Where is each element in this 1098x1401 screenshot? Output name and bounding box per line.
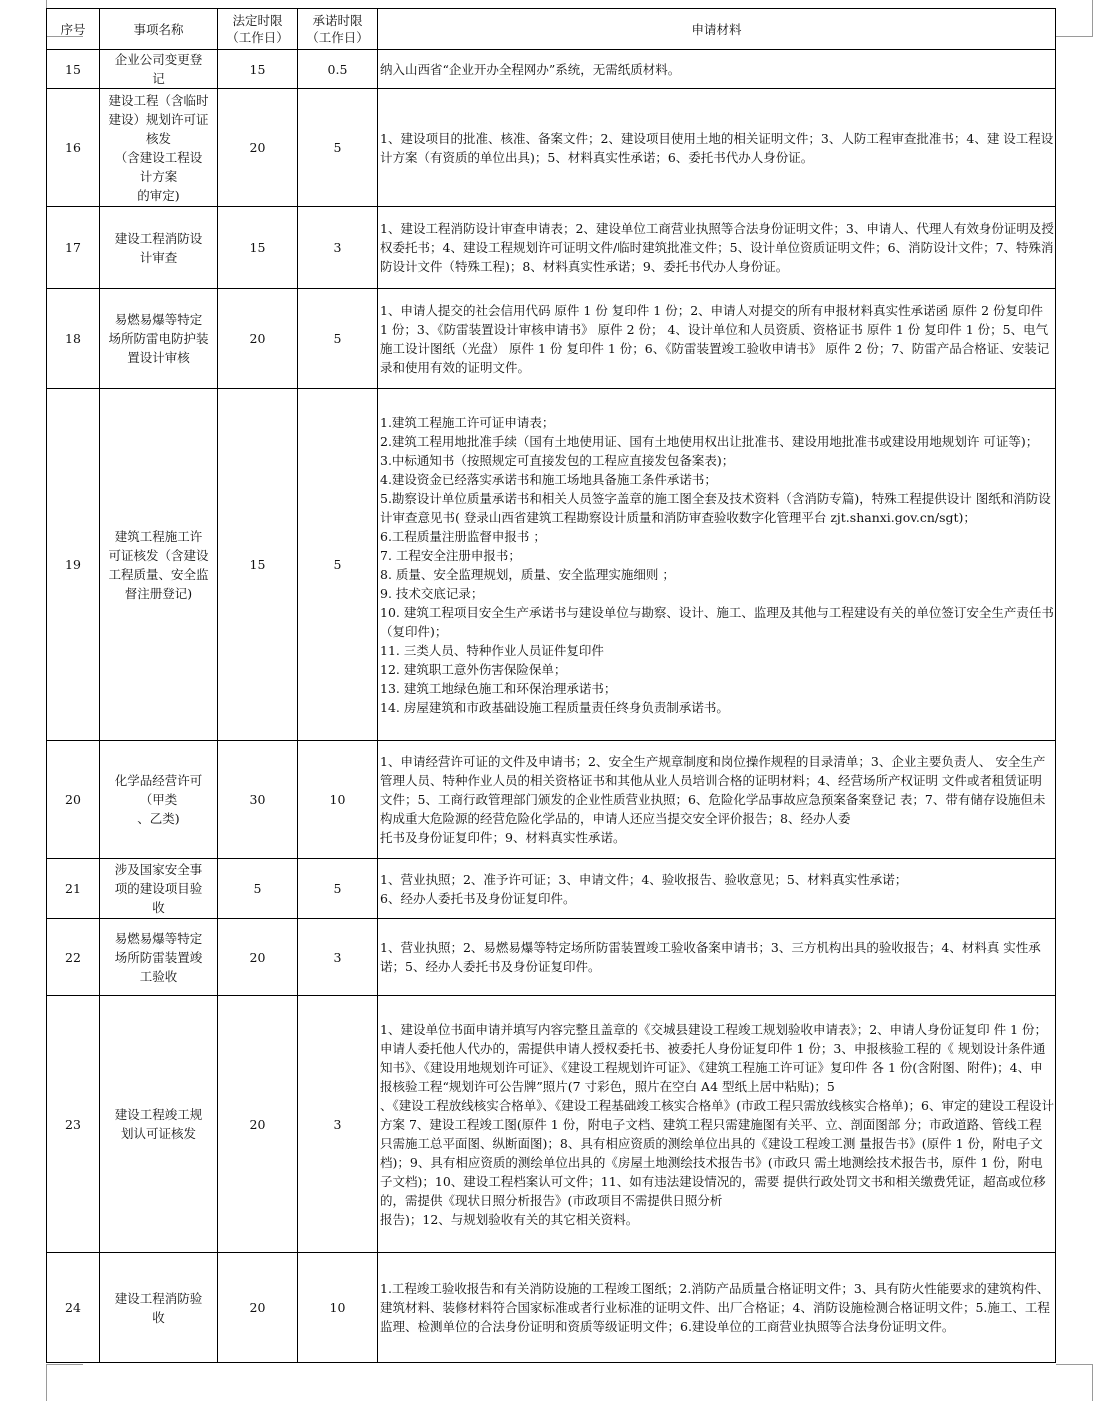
name-line: 建设工程消防验 xyxy=(114,1290,203,1306)
name-line: 建设）规划许可证 xyxy=(108,111,209,127)
materials-line: 6、经办人委托书及身份证复印件。 xyxy=(380,890,576,906)
seq-cell: 21 xyxy=(47,859,100,919)
item-name-cell xyxy=(100,1253,218,1363)
name-line: 建设工程竣工规 xyxy=(114,1107,203,1122)
seq-cell: 15 xyxy=(47,50,100,89)
promised-limit-cell: 3 xyxy=(298,919,378,996)
promised-limit-cell: 5 xyxy=(298,389,378,741)
table-header-row xyxy=(47,9,1056,50)
materials-cell xyxy=(378,289,1056,389)
item-name-cell xyxy=(100,207,218,289)
materials-cell xyxy=(378,741,1056,859)
name-line: 督注册登记) xyxy=(124,585,193,601)
name-line: 收 xyxy=(152,900,165,915)
legal-limit-cell: 20 xyxy=(218,996,298,1253)
seq-cell: 23 xyxy=(47,996,100,1253)
name-line: 易燃易爆等特定 xyxy=(114,930,203,946)
table-row xyxy=(47,996,1056,1253)
legal-limit-cell: 20 xyxy=(218,289,298,389)
materials-line: 1、申请经营许可证的文件及申请书；2、安全生产规章制度和岗位操作规程的目录清单；3、企业主要负责人、 安全生产管理人员、特种作业人员的相关资格证书和其他从业人员培训合格的证明材料；4、经营场所产权证明 文件或者租赁证明文件；5、工商行政管理部门颁发的企业性质营业执照；6、危险化学品事故应急预案备案登记 表；7、带有储存设施但未构成重大危险源的经营危险化学品的，申请人还应当提交安全评价报告；8、经办人委 xyxy=(380,754,1046,826)
materials-cell xyxy=(378,859,1056,919)
name-line: 工验收 xyxy=(139,968,178,984)
table-row xyxy=(47,289,1056,389)
legal-limit-cell: 20 xyxy=(218,1253,298,1363)
name-line: （含建设工程设 xyxy=(114,149,203,165)
table-row xyxy=(47,50,1056,89)
materials-line: 1、营业执照；2、易燃易爆等特定场所防雷装置竣工验收备案申请书；3、三方机构出具的验收报告；4、材料真 实性承诺；5、经办人委托书及身份证复印件。 xyxy=(380,940,1041,974)
materials-cell xyxy=(378,207,1056,289)
name-line: 企业公司变更登 xyxy=(114,52,203,67)
item-name-cell xyxy=(100,859,218,919)
table-row xyxy=(47,859,1056,919)
materials-cell xyxy=(378,996,1056,1253)
seq-cell: 22 xyxy=(47,919,100,996)
header-materials: 申请材料 xyxy=(378,9,1056,50)
name-line: 计审查 xyxy=(139,249,178,265)
materials-line: 1.建筑工程施工许可证申请表； xyxy=(380,414,555,430)
legal-limit-cell: 20 xyxy=(218,89,298,207)
promised-limit-cell: 3 xyxy=(298,207,378,289)
name-line: 收 xyxy=(152,1309,165,1325)
legal-limit-cell: 20 xyxy=(218,919,298,996)
table-body xyxy=(47,50,1056,1363)
name-line: 、乙类) xyxy=(137,811,180,826)
name-line: 可证核发（含建设 xyxy=(108,547,209,563)
item-name-cell xyxy=(100,50,218,89)
materials-line: 14. 房屋建筑和市政基础设施工程质量责任终身负责制承诺书。 xyxy=(380,699,729,715)
name-line: 划认可证核发 xyxy=(120,1126,196,1141)
name-line: 项的建设项目验 xyxy=(114,881,203,896)
materials-line: 、《建设工程放线核实合格单》、《建设工程基础竣工核实合格单》(市政工程只需放线核实合格单)；6、审定的建设工程设计方案 7、建设工程竣工图(原件 1 份，附电子文档、建筑工程只需建施图有关平、立、剖面图部 分；市政道路、管线工程只需施工总平面图、纵断面图)；8、具有相应资质的测绘单位出具的《建设工程竣工测 量报告书》(原件 1 份，附电子文档)；9、具有相应资质的测绘单位出具的《房屋土地测绘技术报告书》(市政只 需土地测绘技术报告书，原件 1 份，附电子文档)；10、建设工程档案认可文件；11、如有违法建设情况的，需要 提供行政处罚文书和相关缴费凭证，超高或位移的，需提供《现状日照分析报告》(市政项目不需提供日照分析 xyxy=(380,1097,1054,1208)
legal-limit-cell: 15 xyxy=(218,207,298,289)
item-name-cell xyxy=(100,741,218,859)
materials-cell xyxy=(378,919,1056,996)
promised-limit-cell: 10 xyxy=(298,741,378,859)
materials-cell xyxy=(378,50,1056,89)
name-line: 化学品经营许可 xyxy=(114,773,203,788)
promised-limit-cell: 10 xyxy=(298,1253,378,1363)
materials-line: 4.建设资金已经落实承诺书和施工场地具备施工条件承诺书； xyxy=(380,471,717,487)
name-line: 记 xyxy=(152,71,165,86)
materials-line: 1、建设单位书面申请并填写内容完整且盖章的《交城县建设工程竣工规划验收申请表》；2、申请人身份证复印 件 1 份；申请人委托他人代办的，需提供申请人授权委托书、被委托人身份证复印件 1 份；3、申报核验工程的《 规划设计条件通知书》、《建设用地规划许可证》、《建设工程规划许可证》、《建筑工程施工许可证》复印件 各 1 份(含附图、附件)；4、申报核验工程“规划许可公告牌”照片(7 寸彩色，照片在空白 A4 型纸上居中粘贴)；5 xyxy=(380,1021,1048,1094)
header-item-name: 事项名称 xyxy=(100,9,218,50)
name-line: 易燃易爆等特定 xyxy=(114,312,203,327)
table-row xyxy=(47,89,1056,207)
name-line: 建筑工程施工许 xyxy=(114,528,203,544)
crop-mark-bottom-left xyxy=(46,1364,83,1401)
promised-limit-cell: 5 xyxy=(298,289,378,389)
seq-cell: 20 xyxy=(47,741,100,859)
seq-cell: 24 xyxy=(47,1253,100,1363)
materials-line: 6.工程质量注册监督申报书 ； xyxy=(380,528,546,544)
materials-line: 托书及身份证复印件；9、材料真实性承诺。 xyxy=(380,830,626,845)
table-row xyxy=(47,1253,1056,1363)
materials-cell xyxy=(378,1253,1056,1363)
item-name-cell xyxy=(100,89,218,207)
header-promised-time-limit: 承诺时限 （工作日） xyxy=(298,9,378,50)
header-seq: 序号 xyxy=(47,9,100,50)
materials-line: 12. 建筑职工意外伤害保险保单； xyxy=(380,661,567,677)
promised-limit-cell: 3 xyxy=(298,996,378,1253)
seq-cell: 17 xyxy=(47,207,100,289)
legal-limit-cell: 15 xyxy=(218,50,298,89)
materials-line: 1、营业执照；2、准予许可证；3、申请文件；4、验收报告、验收意见；5、材料真实性承诺； xyxy=(380,871,908,887)
materials-line: 9. 技术交底记录； xyxy=(380,585,484,601)
table-row xyxy=(47,389,1056,741)
materials-line: 13. 建筑工地绿色施工和环保治理承诺书； xyxy=(380,680,617,696)
materials-line: 5.勘察设计单位质量承诺书和相关人员签字盖章的施工图全套及技术资料（含消防专篇)，特殊工程提供设计 图纸和消防设计审查意见书( 登录山西省建筑工程勘察设计质量和消防审查验收数字化管理平台 zjt.shanxi.gov.cn/sgt)； xyxy=(380,490,1051,525)
promised-limit-cell: 0.5 xyxy=(298,50,378,89)
header-legal-time-limit: 法定时限 （工作日） xyxy=(218,9,298,50)
item-name-cell xyxy=(100,996,218,1253)
materials-line: 1、申请人提交的社会信用代码 原件 1 份 复印件 1 份；2、申请人对提交的所有申报材料真实性承诺函 原件 2 份复印件 1 份；3、《防雷装置设计审核申请书》 原件 2 份； 4、设计单位和人员资质、资格证书 原件 1 份 复印件 1 份；5、电气施工设计图纸（光盘） 原件 1 份 复印件 1 份；6、《防雷装置竣工验收申请书》 原件 2 份；7、防雷产品合格证、安装记录和使用有效的证明文件。 xyxy=(380,302,1050,375)
seq-cell: 18 xyxy=(47,289,100,389)
item-name-cell xyxy=(100,919,218,996)
name-line: 工程质量、安全监 xyxy=(108,566,209,582)
promised-limit-cell: 5 xyxy=(298,859,378,919)
name-line: 建设工程消防设 xyxy=(114,230,203,246)
materials-line: 11. 三类人员、特种作业人员证件复印件 xyxy=(380,642,604,658)
materials-line: 1、建设工程消防设计审查申请表；2、建设单位工商营业执照等合法身份证明文件；3、申请人、代理人有效身份证明及授权委托书；4、建设工程规划许可证明文件/临时建筑批准文件；5、设计单位资质证明文件；6、消防设计文件；7、特殊消防设计文件（特殊工程)；8、材料真实性承诺；9、委托书代办人身份证。 xyxy=(380,221,1054,274)
legal-limit-cell: 5 xyxy=(218,859,298,919)
crop-mark-top-right xyxy=(1056,0,1093,37)
materials-line: 纳入山西省“企业开办全程网办”系统，无需纸质材料。 xyxy=(380,61,681,77)
materials-line: 报告)；12、与规划验收有关的其它相关资料。 xyxy=(380,1211,639,1227)
approval-items-table xyxy=(46,8,1056,1363)
materials-line: 1.工程竣工验收报告和有关消防设施的工程竣工图纸；2.消防产品质量合格证明文件；3、具有防火性能要求的建筑构件、建筑材料、装修材料符合国家标准或者行业标准的证明文件、出厂合格证；4、消防设施检测合格证明文件；5.施工、工程监理、检测单位的合法身份证明和资质等级证明文件；6.建设单位的工商营业执照等合法身份证明文件。 xyxy=(380,1281,1050,1334)
materials-line: 8. 质量、安全监理规划，质量、安全监理实施细则 ； xyxy=(380,566,675,582)
name-line: （甲类 xyxy=(139,792,178,807)
name-line: 场所防雷电防护装 xyxy=(108,331,209,346)
crop-mark-bottom-right xyxy=(1056,1364,1093,1401)
materials-line: 10. 建筑工程项目安全生产承诺书与建设单位与勘察、设计、施工、监理及其他与工程建设有关的单位签订安全生产责任书（复印件)； xyxy=(380,604,1054,639)
materials-line: 1、建设项目的批准、核准、备案文件；2、建设项目使用土地的相关证明文件；3、人防工程审查批准书；4、建 设工程设计方案（有资质的单位出具)；5、材料真实性承诺；6、委托书代办人身份证。 xyxy=(380,130,1054,165)
seq-cell: 19 xyxy=(47,389,100,741)
name-line: 场所防雷装置竣 xyxy=(114,949,203,965)
materials-cell xyxy=(378,89,1056,207)
item-name-cell xyxy=(100,289,218,389)
name-line: 置设计审核 xyxy=(127,350,190,365)
item-name-cell xyxy=(100,389,218,741)
name-line: 计方案 xyxy=(139,168,178,184)
materials-line: 3.中标通知书（按照规定可直接发包的工程应直接发包备案表)； xyxy=(380,452,735,468)
name-line: 的审定) xyxy=(137,187,180,203)
promised-limit-cell: 5 xyxy=(298,89,378,207)
table-row xyxy=(47,919,1056,996)
name-line: 核发 xyxy=(145,130,171,146)
table-row xyxy=(47,207,1056,289)
legal-limit-cell: 30 xyxy=(218,741,298,859)
legal-limit-cell: 15 xyxy=(218,389,298,741)
name-line: 建设工程（含临时 xyxy=(108,92,209,108)
materials-line: 2.建筑工程用地批准手续（国有土地使用证、国有土地使用权出让批准书、建设用地批准书或建设用地规划许 可证等)； xyxy=(380,433,1039,449)
materials-cell xyxy=(378,389,1056,741)
name-line: 涉及国家安全事 xyxy=(114,862,203,877)
table-row xyxy=(47,741,1056,859)
materials-line: 7. 工程安全注册申报书； xyxy=(380,547,521,563)
seq-cell: 16 xyxy=(47,89,100,207)
